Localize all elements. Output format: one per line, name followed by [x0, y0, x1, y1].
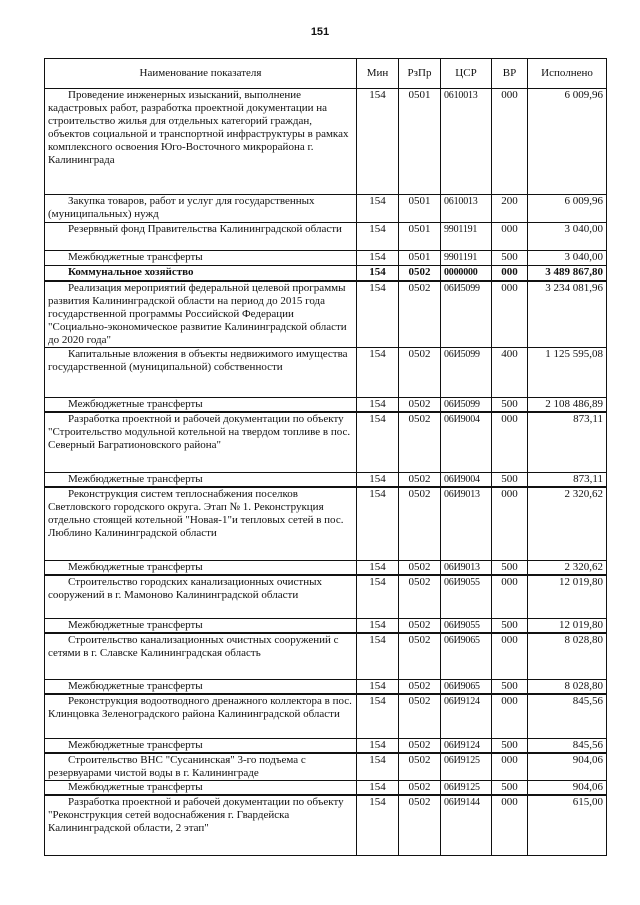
row-amount: 615,00	[528, 795, 607, 855]
table-row	[45, 618, 607, 633]
row-amount: 3 040,00	[528, 223, 607, 251]
row-rzpr: 0502	[399, 633, 441, 680]
column-header-vr: ВР	[492, 59, 528, 89]
row-amount: 2 108 486,89	[528, 398, 607, 413]
row-csr: 06И9055	[441, 575, 492, 618]
row-min: 154	[357, 680, 399, 695]
table-row	[45, 561, 607, 576]
table-row	[45, 223, 607, 251]
row-min: 154	[357, 487, 399, 561]
row-csr: 06И9124	[441, 694, 492, 738]
column-header-name: Наименование показателя	[45, 59, 357, 89]
table-row	[45, 738, 607, 753]
row-vr: 500	[492, 680, 528, 695]
row-rzpr: 0502	[399, 561, 441, 576]
column-header-min: Мин	[357, 59, 399, 89]
row-rzpr: 0501	[399, 251, 441, 266]
row-csr: 9901191	[441, 223, 492, 251]
row-min: 154	[357, 89, 399, 195]
row-name: Реконструкция водоотводного дренажного коллектора в пос. Клинцовка Зеленоградского района Калининградской области	[45, 694, 357, 738]
table-row	[45, 753, 607, 781]
row-min: 154	[357, 251, 399, 266]
row-csr: 0610013	[441, 195, 492, 223]
row-vr: 500	[492, 561, 528, 576]
row-vr: 000	[492, 575, 528, 618]
row-csr: 0000000	[441, 266, 492, 281]
column-header-rzpr: РзПр	[399, 59, 441, 89]
row-name: Межбюджетные трансферты	[45, 472, 357, 487]
row-vr: 000	[492, 223, 528, 251]
row-name: Межбюджетные трансферты	[45, 781, 357, 796]
row-csr: 06И9013	[441, 561, 492, 576]
row-amount: 1 125 595,08	[528, 348, 607, 398]
row-min: 154	[357, 694, 399, 738]
row-amount: 904,06	[528, 781, 607, 796]
row-amount: 6 009,96	[528, 195, 607, 223]
row-min: 154	[357, 398, 399, 413]
row-vr: 000	[492, 281, 528, 348]
table-row	[45, 89, 607, 195]
row-min: 154	[357, 223, 399, 251]
row-vr: 500	[492, 398, 528, 413]
row-vr: 000	[492, 89, 528, 195]
row-amount: 845,56	[528, 694, 607, 738]
row-name: Межбюджетные трансферты	[45, 680, 357, 695]
row-name: Реконструкция систем теплоснабжения поселков Светловского городского округа. Этап № 1. Реконструкция отдельно стоящей котельной "Новая-1"и тепловых сетей в пос. Люблино Калининградской области	[45, 487, 357, 561]
row-min: 154	[357, 575, 399, 618]
row-name: Проведение инженерных изысканий, выполнение кадастровых работ, разработка проектной документации на строительство жилья для отдельных категорий граждан, объектов социальной и транспортной инфраструктуры в рамках комплексного освоения Юго-Восточного микрорайона г. Калининграда	[45, 89, 357, 195]
row-rzpr: 0502	[399, 487, 441, 561]
row-amount: 3 234 081,96	[528, 281, 607, 348]
column-header-csr: ЦСР	[441, 59, 492, 89]
row-csr: 06И9065	[441, 680, 492, 695]
row-amount: 3 489 867,80	[528, 266, 607, 281]
row-min: 154	[357, 472, 399, 487]
row-name: Межбюджетные трансферты	[45, 251, 357, 266]
row-min: 154	[357, 348, 399, 398]
row-csr: 06И5099	[441, 281, 492, 348]
row-min: 154	[357, 738, 399, 753]
row-amount: 845,56	[528, 738, 607, 753]
table-row	[45, 348, 607, 398]
row-name: Строительство ВНС "Сусанинская" 3-го подъема с резервуарами чистой воды в г. Калининграде	[45, 753, 357, 781]
row-name: Капитальные вложения в объекты недвижимого имущества государственной (муниципальной) собственности	[45, 348, 357, 398]
row-rzpr: 0502	[399, 266, 441, 281]
row-name: Разработка проектной и рабочей документации по объекту "Строительство модульной котельной на твердом топливе в пос. Северный Багратионовского района"	[45, 412, 357, 472]
row-vr: 000	[492, 412, 528, 472]
table-row	[45, 795, 607, 855]
row-min: 154	[357, 618, 399, 633]
table-row	[45, 680, 607, 695]
row-name: Строительство городских канализационных очистных сооружений в г. Мамоново Калининградской области	[45, 575, 357, 618]
row-csr: 06И9055	[441, 618, 492, 633]
row-name: Межбюджетные трансферты	[45, 398, 357, 413]
row-rzpr: 0502	[399, 738, 441, 753]
table-row	[45, 487, 607, 561]
row-csr: 06И5099	[441, 398, 492, 413]
row-amount: 8 028,80	[528, 680, 607, 695]
row-amount: 3 040,00	[528, 251, 607, 266]
table-row	[45, 575, 607, 618]
row-amount: 2 320,62	[528, 487, 607, 561]
row-rzpr: 0502	[399, 348, 441, 398]
row-rzpr: 0502	[399, 753, 441, 781]
row-rzpr: 0501	[399, 89, 441, 195]
row-vr: 000	[492, 753, 528, 781]
row-amount: 873,11	[528, 412, 607, 472]
table-row	[45, 472, 607, 487]
table-row	[45, 281, 607, 348]
row-csr: 06И9125	[441, 781, 492, 796]
row-csr: 06И9004	[441, 472, 492, 487]
table-header-row	[45, 59, 607, 89]
row-amount: 873,11	[528, 472, 607, 487]
row-vr: 500	[492, 251, 528, 266]
row-name: Резервный фонд Правительства Калининградской области	[45, 223, 357, 251]
table-row	[45, 398, 607, 413]
row-name: Межбюджетные трансферты	[45, 738, 357, 753]
row-vr: 200	[492, 195, 528, 223]
row-name: Строительство канализационных очистных сооружений с сетями в г. Славске Калининградская область	[45, 633, 357, 680]
table-row	[45, 781, 607, 796]
row-vr: 500	[492, 781, 528, 796]
row-rzpr: 0502	[399, 575, 441, 618]
table-row	[45, 412, 607, 472]
row-csr: 06И9004	[441, 412, 492, 472]
row-amount: 904,06	[528, 753, 607, 781]
row-amount: 12 019,80	[528, 575, 607, 618]
row-min: 154	[357, 266, 399, 281]
row-min: 154	[357, 281, 399, 348]
page-number: 151	[310, 26, 330, 38]
row-csr: 06И9013	[441, 487, 492, 561]
row-vr: 400	[492, 348, 528, 398]
row-vr: 000	[492, 694, 528, 738]
row-rzpr: 0502	[399, 398, 441, 413]
row-rzpr: 0502	[399, 281, 441, 348]
table-row	[45, 633, 607, 680]
row-rzpr: 0502	[399, 618, 441, 633]
row-vr: 500	[492, 738, 528, 753]
row-min: 154	[357, 195, 399, 223]
table-row	[45, 195, 607, 223]
row-vr: 000	[492, 487, 528, 561]
row-min: 154	[357, 795, 399, 855]
row-rzpr: 0502	[399, 472, 441, 487]
row-rzpr: 0502	[399, 412, 441, 472]
row-rzpr: 0502	[399, 781, 441, 796]
budget-table	[44, 58, 607, 856]
row-csr: 0610013	[441, 89, 492, 195]
row-name: Межбюджетные трансферты	[45, 618, 357, 633]
row-rzpr: 0502	[399, 680, 441, 695]
row-vr: 500	[492, 472, 528, 487]
row-min: 154	[357, 633, 399, 680]
row-min: 154	[357, 781, 399, 796]
row-rzpr: 0501	[399, 223, 441, 251]
table-row-section	[45, 266, 607, 281]
row-name: Коммунальное хозяйство	[45, 266, 357, 281]
table-row	[45, 694, 607, 738]
row-csr: 06И5099	[441, 348, 492, 398]
row-vr: 500	[492, 618, 528, 633]
row-name: Реализация мероприятий федеральной целевой программы развития Калининградской области на период до 2015 года государственной программы Российской Федерации "Социально-экономическое развитие Калининградской области до 2020 года"	[45, 281, 357, 348]
row-amount: 6 009,96	[528, 89, 607, 195]
row-csr: 9901191	[441, 251, 492, 266]
row-csr: 06И9124	[441, 738, 492, 753]
row-vr: 000	[492, 633, 528, 680]
row-min: 154	[357, 412, 399, 472]
row-rzpr: 0502	[399, 795, 441, 855]
row-vr: 000	[492, 266, 528, 281]
row-csr: 06И9065	[441, 633, 492, 680]
row-csr: 06И9125	[441, 753, 492, 781]
row-rzpr: 0502	[399, 694, 441, 738]
row-amount: 2 320,62	[528, 561, 607, 576]
row-vr: 000	[492, 795, 528, 855]
row-name: Разработка проектной и рабочей документации по объекту "Реконструкция сетей водоснабжения г. Гвардейска Калининградской области, 2 этап"	[45, 795, 357, 855]
row-amount: 8 028,80	[528, 633, 607, 680]
row-min: 154	[357, 561, 399, 576]
column-header-amount: Исполнено	[528, 59, 607, 89]
row-name: Межбюджетные трансферты	[45, 561, 357, 576]
row-rzpr: 0501	[399, 195, 441, 223]
table-row	[45, 251, 607, 266]
row-csr: 06И9144	[441, 795, 492, 855]
row-name: Закупка товаров, работ и услуг для государственных (муниципальных) нужд	[45, 195, 357, 223]
row-amount: 12 019,80	[528, 618, 607, 633]
row-min: 154	[357, 753, 399, 781]
